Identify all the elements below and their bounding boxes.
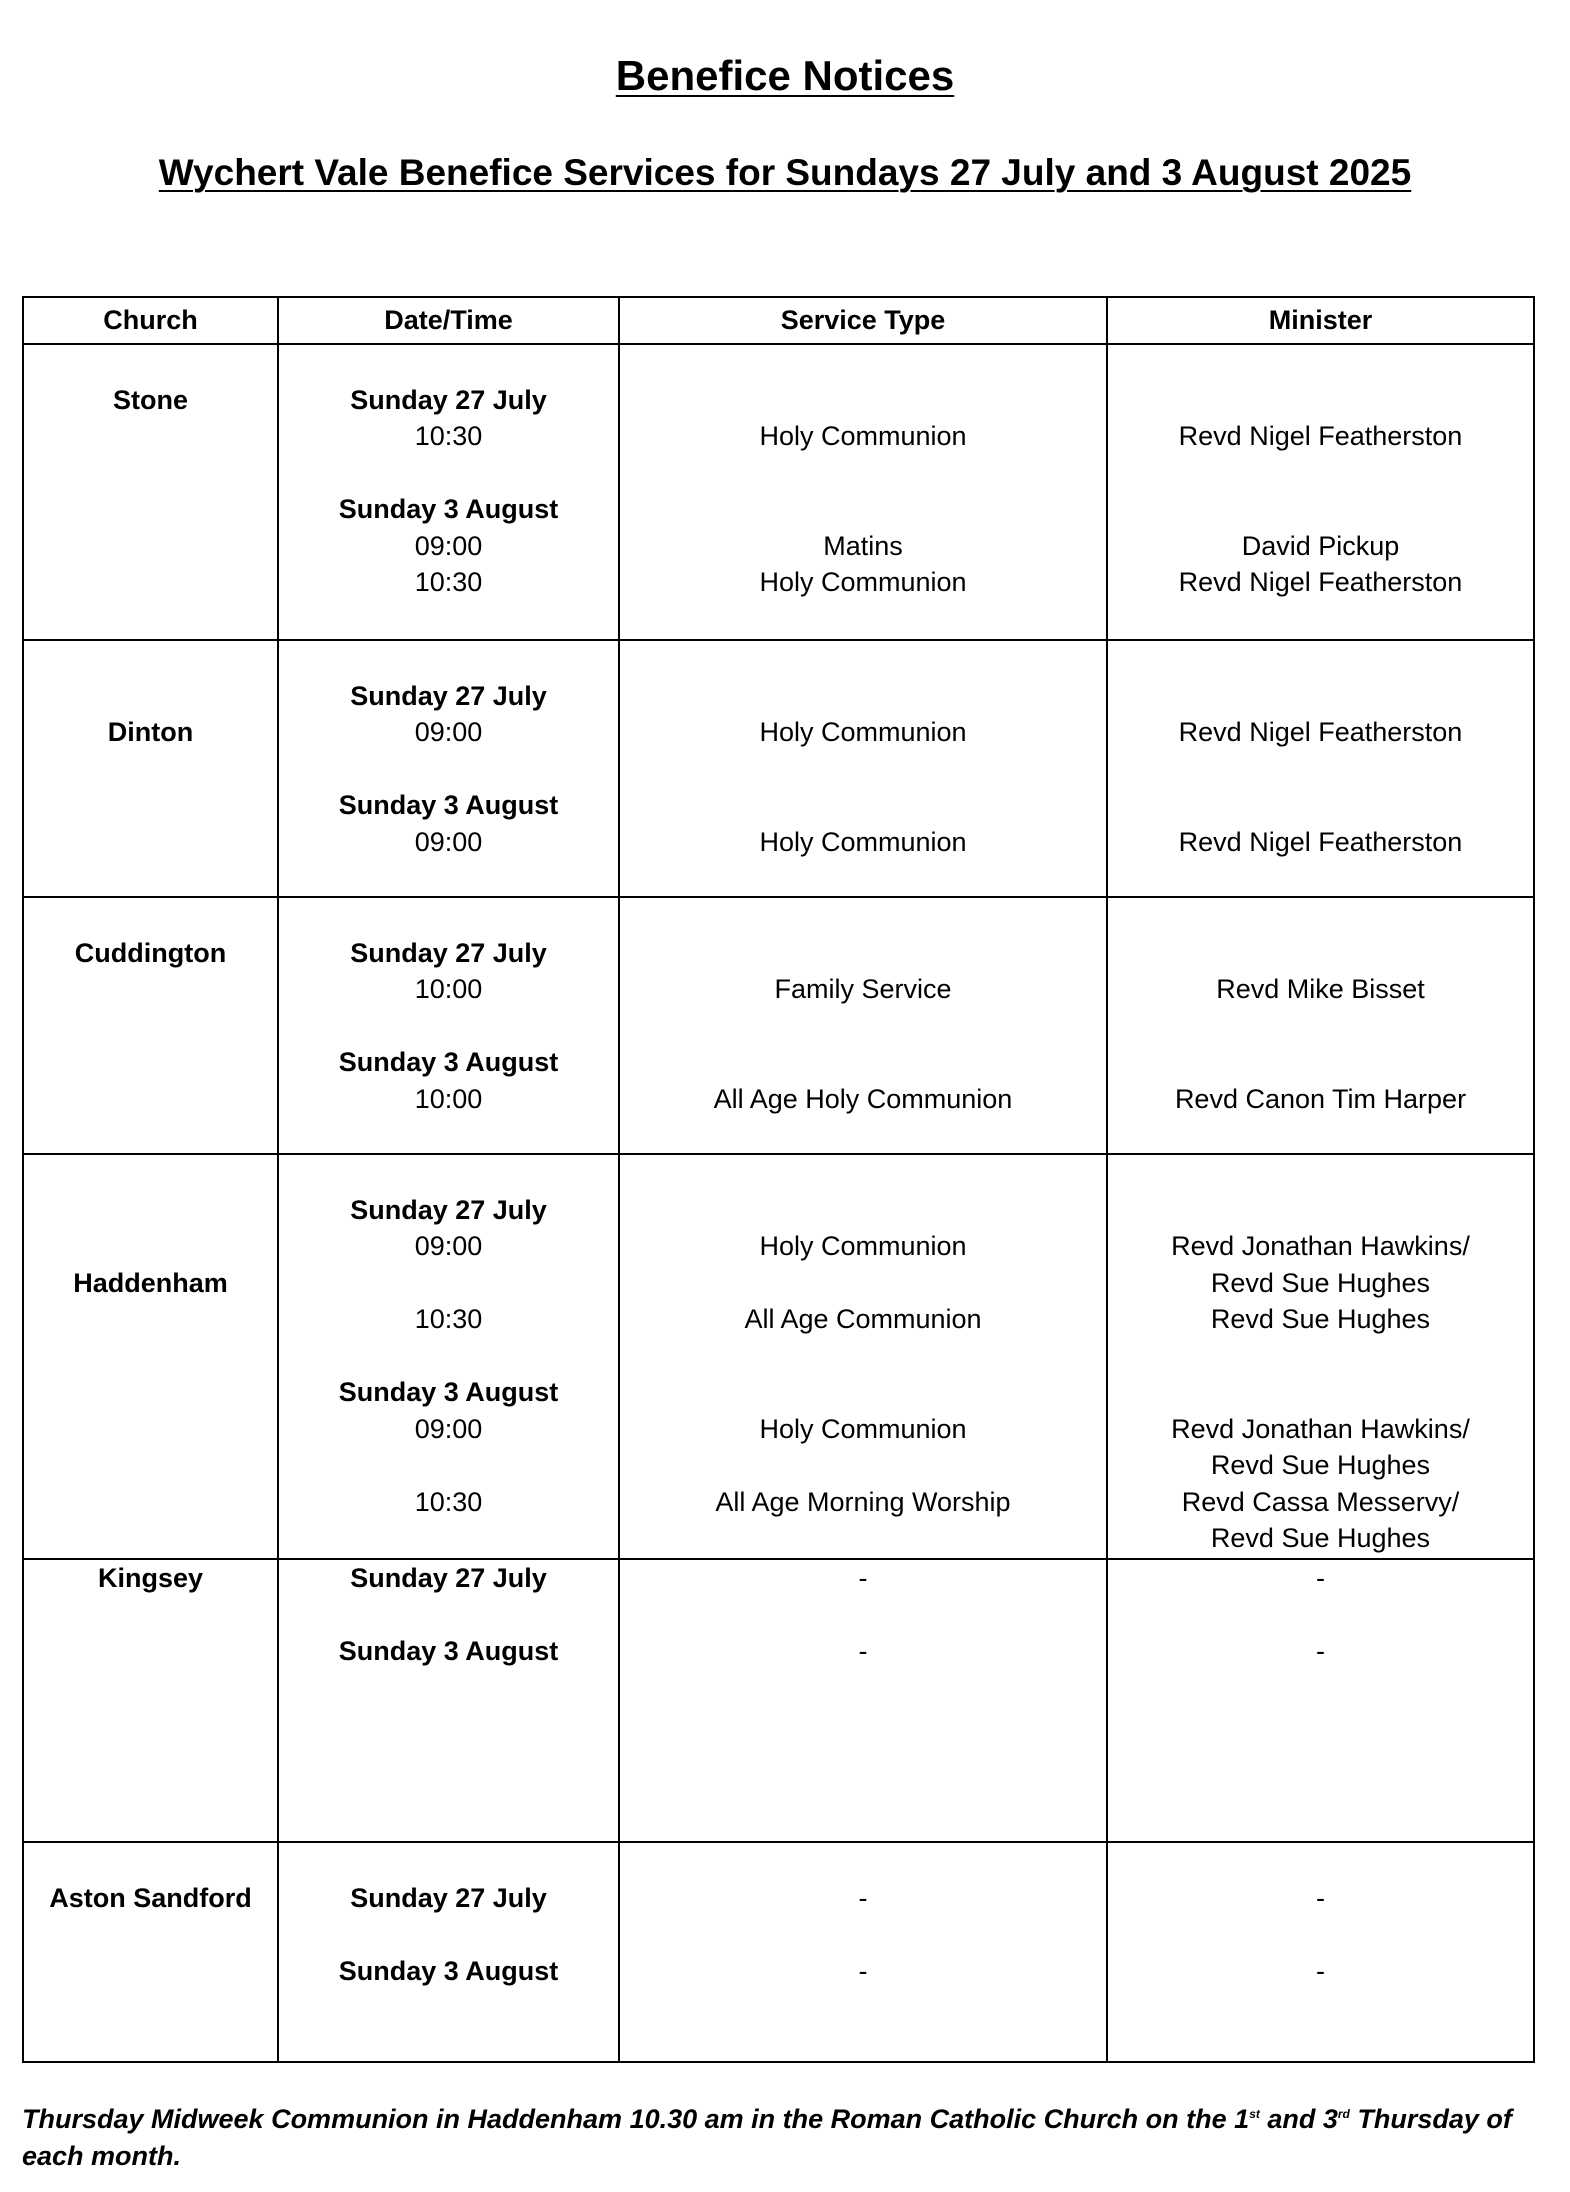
minister-label: David Pickup	[1241, 530, 1400, 561]
time-label: 10:30	[414, 421, 483, 451]
service-label: Holy Communion	[759, 1413, 967, 1444]
minister-cell	[1107, 640, 1534, 897]
service-label: Holy Communion	[759, 567, 967, 597]
header-minister: Minister	[1107, 297, 1534, 344]
service-label: -	[858, 1955, 868, 1986]
time-label: 10:00	[414, 974, 483, 1004]
service-type-cell	[619, 1154, 1107, 1559]
minister-label: Revd Jonathan Hawkins/	[1171, 1231, 1470, 1261]
time-label: 10:30	[414, 567, 483, 597]
minister-label: Revd Nigel Featherston	[1178, 717, 1463, 747]
time-label: 10:00	[414, 1083, 483, 1114]
table-row	[23, 897, 1534, 1154]
church-cell: Stone	[23, 344, 278, 640]
service-label: All Age Holy Communion	[713, 1083, 1013, 1114]
header-church: Church	[23, 297, 278, 344]
date-label: Sunday 3 August	[338, 1047, 559, 1077]
table-row	[23, 1154, 1534, 1559]
minister-label: Revd Sue Hughes	[1210, 1523, 1431, 1553]
date-label: Sunday 3 August	[338, 494, 559, 524]
service-label: Holy Communion	[759, 826, 967, 857]
date-label: Sunday 27 July	[350, 384, 547, 415]
page-subtitle: Wychert Vale Benefice Services for Sundays 27 July and 3 August 2025	[158, 152, 1412, 193]
time-label: 09:00	[414, 1231, 483, 1261]
date-label: Sunday 27 July	[350, 1194, 547, 1225]
service-type-cell	[619, 897, 1107, 1154]
minister-cell	[1107, 1842, 1534, 2062]
church-cell: Aston Sandford	[23, 1842, 278, 2062]
minister-label: -	[1316, 1563, 1325, 1593]
service-type-cell	[619, 1559, 1107, 1842]
table-row	[23, 1559, 1534, 1842]
minister-label: Revd Nigel Featherston	[1178, 567, 1463, 597]
service-label: Matins	[823, 530, 903, 561]
minister-cell	[1107, 897, 1534, 1154]
time-label: 09:00	[414, 826, 483, 857]
church-cell: Cuddington	[23, 897, 278, 1154]
service-label: -	[858, 1636, 868, 1666]
date-time-cell	[278, 1559, 619, 1842]
date-label: Sunday 3 August	[338, 790, 559, 820]
minister-label: -	[1316, 1882, 1325, 1913]
date-label: Sunday 27 July	[350, 680, 547, 711]
service-label: -	[858, 1563, 868, 1593]
header-service-type: Service Type	[619, 297, 1107, 344]
minister-label: -	[1316, 1955, 1325, 1986]
service-label: Holy Communion	[759, 421, 967, 451]
church-cell: Haddenham	[23, 1154, 278, 1559]
minister-label: Revd Sue Hughes	[1210, 1304, 1431, 1334]
table-row	[23, 640, 1534, 897]
minister-label: Revd Canon Tim Harper	[1174, 1083, 1467, 1114]
service-label: -	[858, 1882, 868, 1913]
date-time-cell	[278, 1842, 619, 2062]
page-title: Benefice Notices	[615, 52, 955, 99]
minister-label: Revd Jonathan Hawkins/	[1171, 1413, 1470, 1444]
minister-label: -	[1316, 1636, 1325, 1666]
footer-note: Thursday Midweek Communion in Haddenham 10.30 am in the Roman Catholic Church on the 1st and 3rd Thursday of each month.	[22, 2104, 1512, 2171]
minister-label: Revd Sue Hughes	[1210, 1450, 1431, 1480]
minister-cell	[1107, 344, 1534, 640]
date-label: Sunday 3 August	[338, 1955, 559, 1986]
date-label: Sunday 3 August	[338, 1636, 559, 1666]
minister-label: Revd Nigel Featherston	[1178, 826, 1463, 857]
church-cell: Dinton	[23, 640, 278, 897]
minister-label: Revd Cassa Messervy/	[1181, 1486, 1460, 1517]
church-cell: Kingsey	[23, 1559, 278, 1842]
service-label: Family Service	[774, 974, 952, 1004]
table-row	[23, 344, 1534, 640]
service-label: Holy Communion	[759, 717, 967, 747]
minister-label: Revd Nigel Featherston	[1178, 421, 1463, 451]
date-time-cell	[278, 344, 619, 640]
table-header-row	[23, 297, 1534, 344]
time-label: 09:00	[414, 717, 483, 747]
time-label: 10:30	[414, 1304, 483, 1334]
date-label: Sunday 27 July	[350, 1563, 547, 1593]
minister-cell	[1107, 1154, 1534, 1559]
date-time-cell	[278, 897, 619, 1154]
time-label: 10:30	[414, 1486, 483, 1517]
service-type-cell	[619, 344, 1107, 640]
header-date-time: Date/Time	[278, 297, 619, 344]
service-type-cell	[619, 640, 1107, 897]
date-label: Sunday 3 August	[338, 1377, 559, 1407]
table-row	[23, 1842, 1534, 2062]
minister-label: Revd Sue Hughes	[1210, 1267, 1431, 1298]
date-time-cell	[278, 1154, 619, 1559]
date-label: Sunday 27 July	[350, 1882, 547, 1913]
service-label: All Age Morning Worship	[715, 1486, 1011, 1517]
services-table	[22, 296, 1535, 2063]
service-type-cell	[619, 1842, 1107, 2062]
minister-label: Revd Mike Bisset	[1216, 974, 1425, 1004]
minister-cell	[1107, 1559, 1534, 1842]
date-time-cell	[278, 640, 619, 897]
time-label: 09:00	[414, 530, 483, 561]
time-label: 09:00	[414, 1413, 483, 1444]
date-label: Sunday 27 July	[350, 937, 547, 968]
service-label: Holy Communion	[759, 1231, 967, 1261]
service-label: All Age Communion	[744, 1304, 982, 1334]
